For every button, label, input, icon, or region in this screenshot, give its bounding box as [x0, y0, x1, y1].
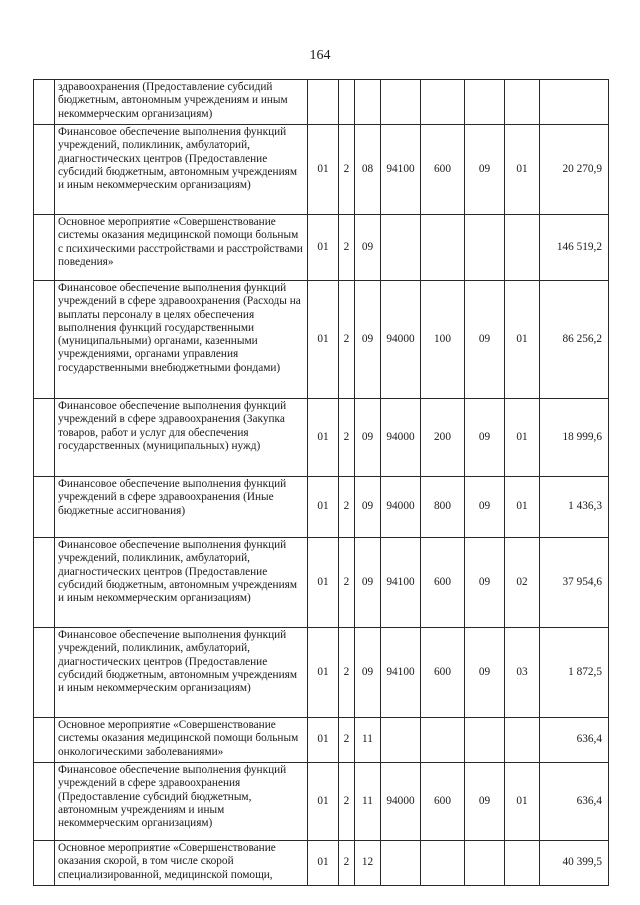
description-cell: Основное мероприятие «Совершенствование системы оказания медицинской помощи больным с психическими расстройствами и расстройствами поведения»: [55, 215, 308, 281]
section-code-cell: 01: [308, 763, 339, 841]
subprogram-code-cell: 2: [339, 125, 355, 215]
subsection-cell: [505, 215, 540, 281]
subprogram-code-cell: 2: [339, 281, 355, 399]
table-row: [34, 477, 609, 538]
table-row: [34, 281, 609, 399]
section-cell: 09: [465, 399, 505, 477]
table-row: [34, 841, 609, 886]
direction-code-cell: [381, 215, 421, 281]
expense-type-cell: [421, 80, 465, 125]
subprogram-code-cell: 2: [339, 538, 355, 628]
blank-cell: [34, 841, 55, 886]
budget-table: [33, 79, 609, 886]
description-cell: Финансовое обеспечение выполнения функций учреждений, поликлиник, амбулаторий, диагностических центров (Предоставление субсидий бюджетным, автономным учреждениям и иным некоммерческим организациям): [55, 538, 308, 628]
blank-cell: [34, 628, 55, 718]
subprogram-code-cell: 2: [339, 628, 355, 718]
direction-code-cell: 94000: [381, 477, 421, 538]
amount-cell: 20 270,9: [540, 125, 609, 215]
subsection-cell: 01: [505, 477, 540, 538]
section-cell: 09: [465, 477, 505, 538]
event-code-cell: 09: [355, 281, 381, 399]
amount-cell: 40 399,5: [540, 841, 609, 886]
blank-cell: [34, 718, 55, 763]
direction-code-cell: 94000: [381, 763, 421, 841]
table-row: [34, 763, 609, 841]
section-cell: [465, 80, 505, 125]
section-code-cell: 01: [308, 215, 339, 281]
event-code-cell: 09: [355, 538, 381, 628]
event-code-cell: 11: [355, 763, 381, 841]
subsection-cell: [505, 718, 540, 763]
page-number: 164: [309, 48, 331, 63]
section-code-cell: 01: [308, 281, 339, 399]
section-code-cell: 01: [308, 841, 339, 886]
expense-type-cell: [421, 841, 465, 886]
section-code-cell: 01: [308, 628, 339, 718]
subsection-cell: [505, 841, 540, 886]
description-cell: Основное мероприятие «Совершенствование системы оказания медицинской помощи больным онкологическими заболеваниями»: [55, 718, 308, 763]
expense-type-cell: 800: [421, 477, 465, 538]
subsection-cell: 02: [505, 538, 540, 628]
blank-cell: [34, 80, 55, 125]
expense-type-cell: [421, 215, 465, 281]
table-row: [34, 125, 609, 215]
expense-type-cell: 100: [421, 281, 465, 399]
section-cell: 09: [465, 281, 505, 399]
section-code-cell: 01: [308, 399, 339, 477]
description-cell: Финансовое обеспечение выполнения функций учреждений, поликлиник, амбулаторий, диагностических центров (Предоставление субсидий бюджетным, автономным учреждениям и иным некоммерческим организациям): [55, 628, 308, 718]
amount-cell: 636,4: [540, 718, 609, 763]
expense-type-cell: 600: [421, 125, 465, 215]
subprogram-code-cell: 2: [339, 763, 355, 841]
section-cell: [465, 215, 505, 281]
expense-type-cell: 200: [421, 399, 465, 477]
table-row: [34, 215, 609, 281]
section-code-cell: 01: [308, 718, 339, 763]
direction-code-cell: 94100: [381, 125, 421, 215]
amount-cell: 1 872,5: [540, 628, 609, 718]
expense-type-cell: 600: [421, 763, 465, 841]
description-cell: Финансовое обеспечение выполнения функций учреждений в сфере здравоохранения (Иные бюджетные ассигнования): [55, 477, 308, 538]
description-cell: Финансовое обеспечение выполнения функций учреждений в сфере здравоохранения (Расходы на выплаты персоналу в целях обеспечения выполнения функций государственными (муниципальными) органами, казенными учреждениями, органами управления государственными внебюджетными фондами): [55, 281, 308, 399]
event-code-cell: 08: [355, 125, 381, 215]
blank-cell: [34, 125, 55, 215]
blank-cell: [34, 281, 55, 399]
blank-cell: [34, 215, 55, 281]
description-cell: Основное мероприятие «Совершенствование оказания скорой, в том числе скорой специализированной, медицинской помощи,: [55, 841, 308, 886]
event-code-cell: 09: [355, 399, 381, 477]
blank-cell: [34, 538, 55, 628]
table-body: [34, 80, 609, 886]
table-row: [34, 628, 609, 718]
expense-type-cell: 600: [421, 538, 465, 628]
section-code-cell: [308, 80, 339, 125]
subsection-cell: 01: [505, 125, 540, 215]
amount-cell: 18 999,6: [540, 399, 609, 477]
description-cell: Финансовое обеспечение выполнения функций учреждений, поликлиник, амбулаторий, диагностических центров (Предоставление субсидий бюджетным, автономным учреждениям и иным некоммерческим организациям): [55, 125, 308, 215]
amount-cell: 37 954,6: [540, 538, 609, 628]
direction-code-cell: [381, 80, 421, 125]
event-code-cell: [355, 80, 381, 125]
table-row: [34, 399, 609, 477]
subprogram-code-cell: 2: [339, 215, 355, 281]
section-cell: [465, 718, 505, 763]
subsection-cell: 01: [505, 399, 540, 477]
section-cell: 09: [465, 538, 505, 628]
subsection-cell: [505, 80, 540, 125]
section-code-cell: 01: [308, 477, 339, 538]
blank-cell: [34, 399, 55, 477]
event-code-cell: 09: [355, 477, 381, 538]
expense-type-cell: [421, 718, 465, 763]
amount-cell: [540, 80, 609, 125]
subprogram-code-cell: 2: [339, 477, 355, 538]
section-cell: 09: [465, 763, 505, 841]
direction-code-cell: 94000: [381, 281, 421, 399]
direction-code-cell: [381, 718, 421, 763]
amount-cell: 636,4: [540, 763, 609, 841]
subsection-cell: 01: [505, 763, 540, 841]
blank-cell: [34, 763, 55, 841]
subprogram-code-cell: 2: [339, 399, 355, 477]
direction-code-cell: 94100: [381, 538, 421, 628]
description-cell: Финансовое обеспечение выполнения функций учреждений в сфере здравоохранения (Предоставление субсидий бюджетным, автономным учреждениям и иным некоммерческим организациям): [55, 763, 308, 841]
section-cell: 09: [465, 628, 505, 718]
table-row: [34, 80, 609, 125]
table-row: [34, 718, 609, 763]
event-code-cell: 09: [355, 628, 381, 718]
subprogram-code-cell: 2: [339, 718, 355, 763]
event-code-cell: 09: [355, 215, 381, 281]
direction-code-cell: 94000: [381, 399, 421, 477]
direction-code-cell: [381, 841, 421, 886]
amount-cell: 86 256,2: [540, 281, 609, 399]
subprogram-code-cell: 2: [339, 841, 355, 886]
event-code-cell: 12: [355, 841, 381, 886]
section-cell: 09: [465, 125, 505, 215]
section-code-cell: 01: [308, 538, 339, 628]
amount-cell: 1 436,3: [540, 477, 609, 538]
description-cell: здравоохранения (Предоставление субсидий бюджетным, автономным учреждениям и иным некоммерческим организациям): [55, 80, 308, 125]
subsection-cell: 03: [505, 628, 540, 718]
expense-type-cell: 600: [421, 628, 465, 718]
table-row: [34, 538, 609, 628]
subsection-cell: 01: [505, 281, 540, 399]
subprogram-code-cell: [339, 80, 355, 125]
blank-cell: [34, 477, 55, 538]
event-code-cell: 11: [355, 718, 381, 763]
section-code-cell: 01: [308, 125, 339, 215]
direction-code-cell: 94100: [381, 628, 421, 718]
amount-cell: 146 519,2: [540, 215, 609, 281]
section-cell: [465, 841, 505, 886]
description-cell: Финансовое обеспечение выполнения функций учреждений в сфере здравоохранения (Закупка товаров, работ и услуг для обеспечения государственных (муниципальных) нужд): [55, 399, 308, 477]
